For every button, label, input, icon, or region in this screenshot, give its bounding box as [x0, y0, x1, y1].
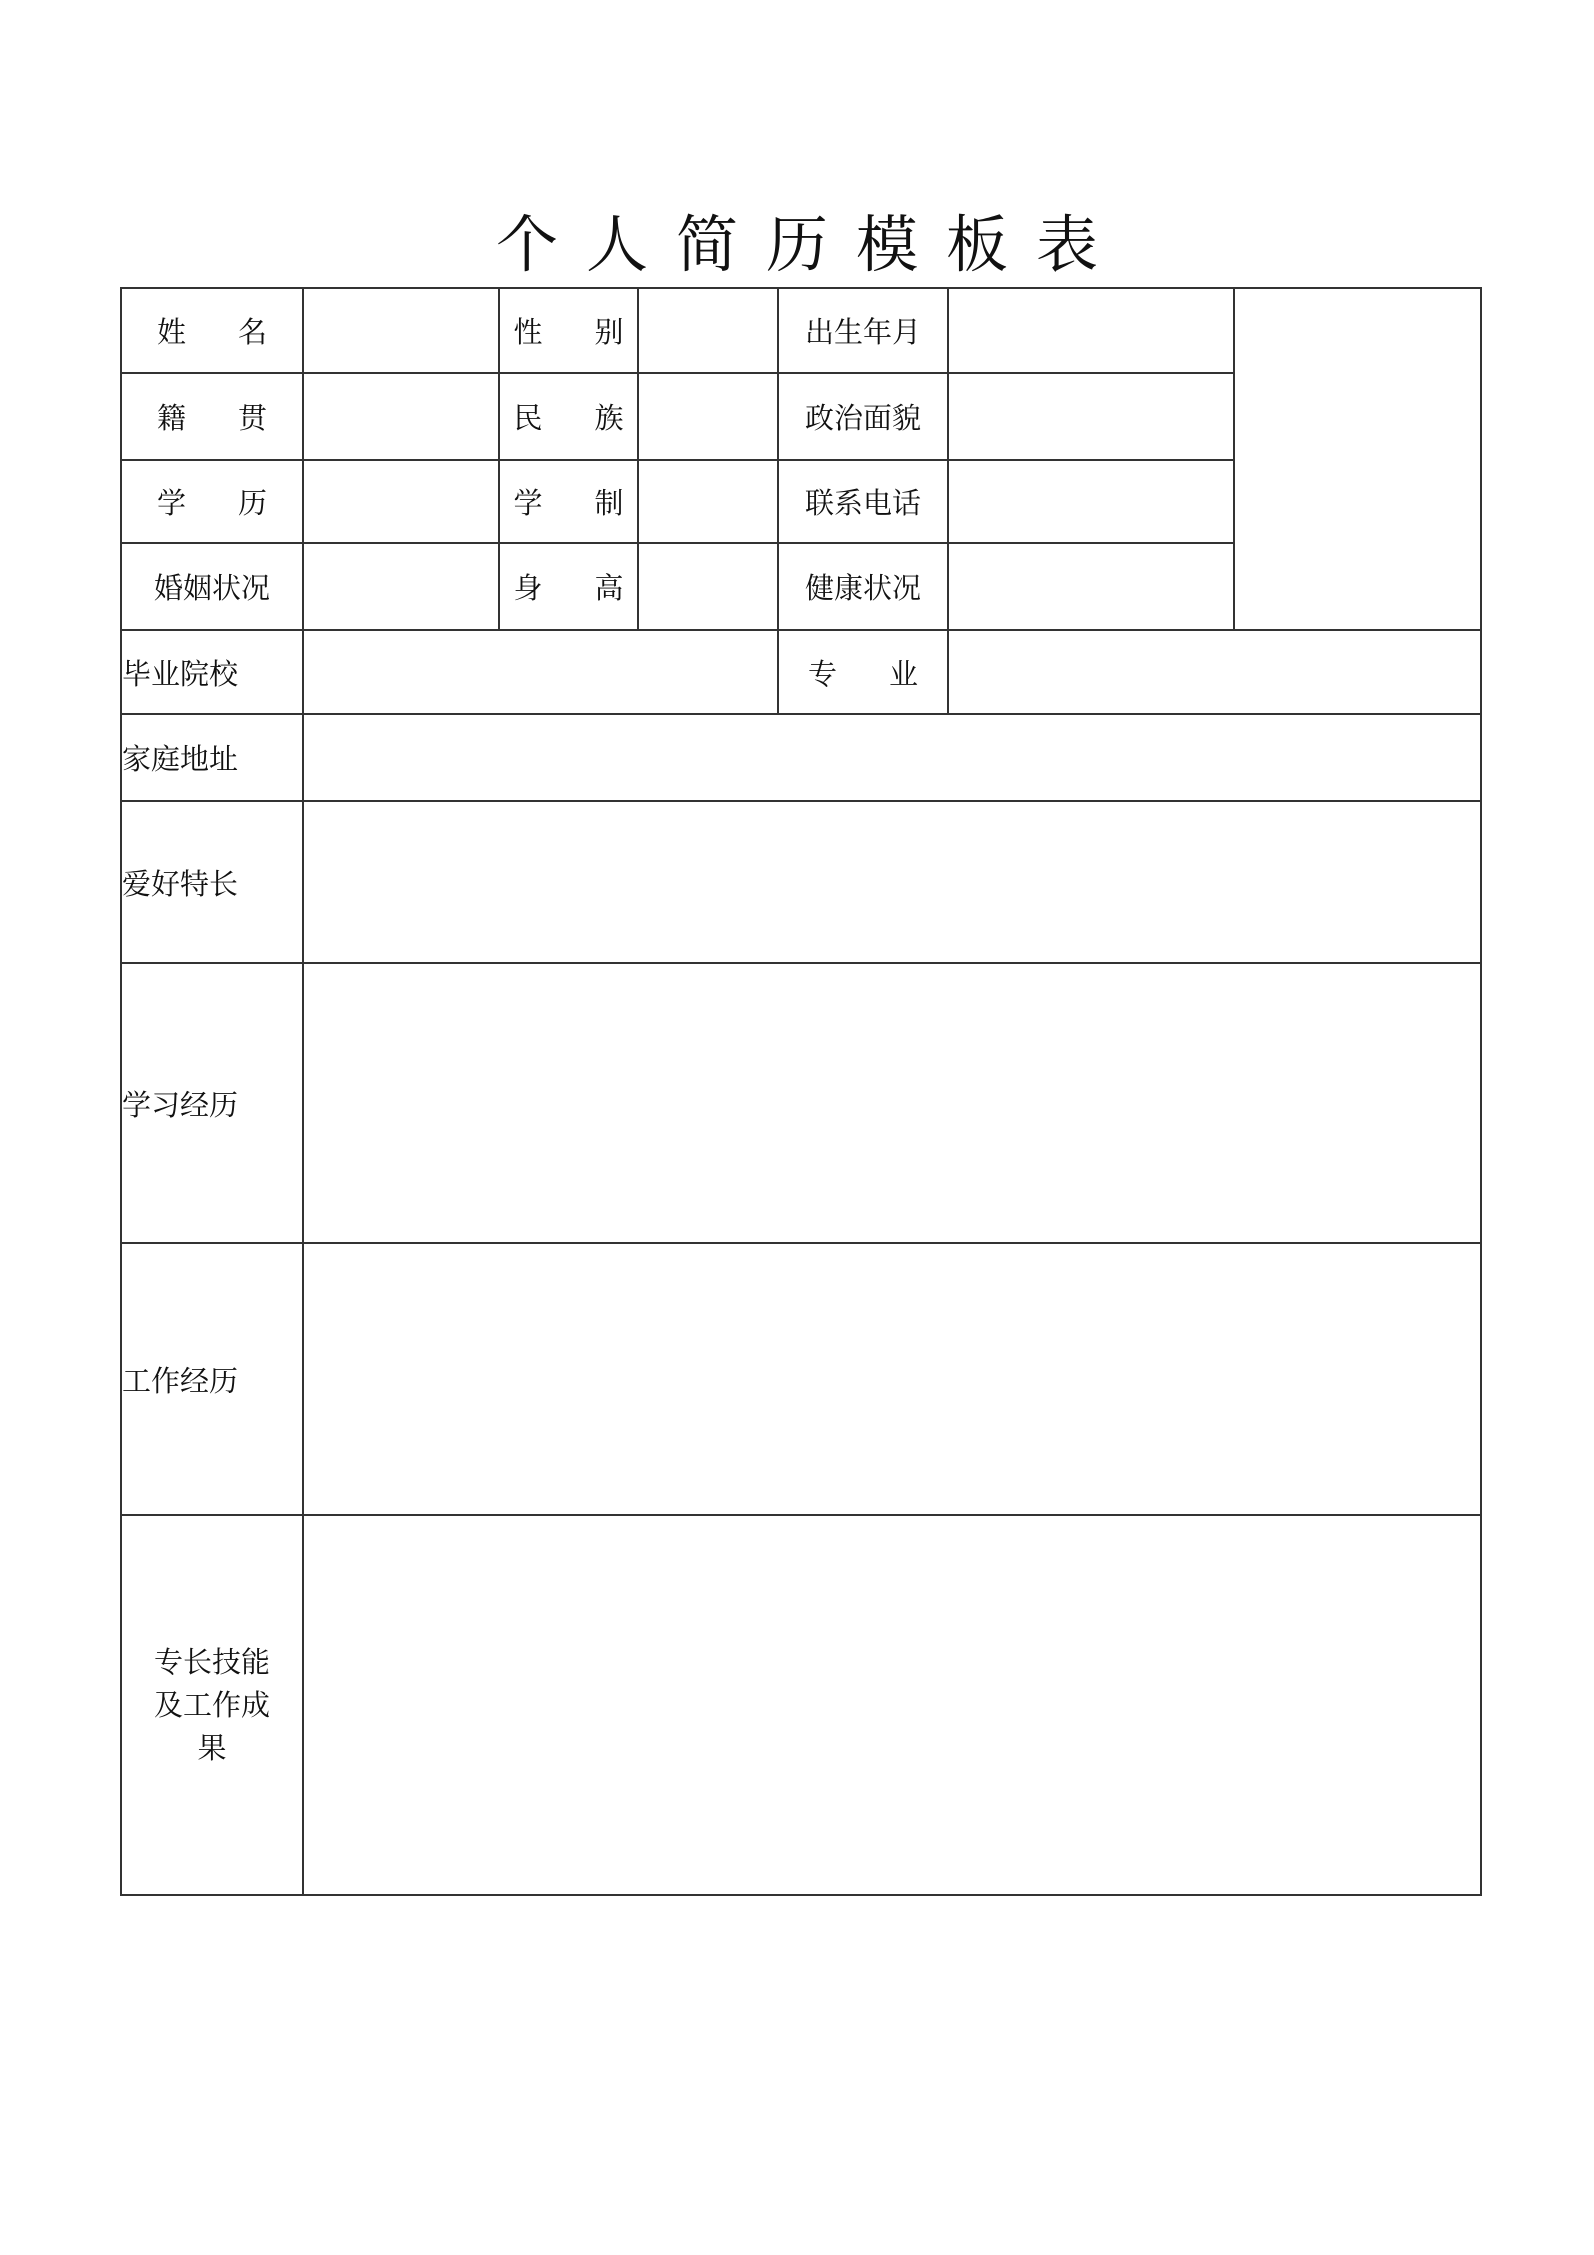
- label-ethnicity: 民 族: [499, 373, 638, 460]
- page-title: 个人简历模板表: [495, 208, 1126, 281]
- label-marital-status: 婚姻状况: [121, 543, 303, 630]
- height-field[interactable]: [638, 543, 778, 630]
- study-history-field[interactable]: [303, 963, 1481, 1243]
- label-school: 毕业院校: [121, 630, 303, 714]
- education-field[interactable]: [303, 460, 499, 543]
- label-political-status: 政治面貌: [778, 373, 948, 460]
- label-native-place: 籍 贯: [121, 373, 303, 460]
- phone-field[interactable]: [948, 460, 1234, 543]
- row-skills: [121, 1515, 1481, 1895]
- resume-table: [120, 287, 1482, 1896]
- label-hobbies: 爱好特长: [121, 801, 303, 963]
- work-history-field[interactable]: [303, 1243, 1481, 1515]
- row-school: [121, 630, 1481, 714]
- label-major: 专 业: [778, 630, 948, 714]
- health-field[interactable]: [948, 543, 1234, 630]
- name-field[interactable]: [303, 288, 499, 373]
- row-address: [121, 714, 1481, 801]
- label-name: 姓 名: [121, 288, 303, 373]
- label-education: 学 历: [121, 460, 303, 543]
- label-skills-line3: 果: [197, 1730, 227, 1765]
- label-height: 身 高: [499, 543, 638, 630]
- row-basic-1: [121, 288, 1481, 373]
- label-birth: 出生年月: [778, 288, 948, 373]
- school-field[interactable]: [303, 630, 778, 714]
- marital-status-field[interactable]: [303, 543, 499, 630]
- native-place-field[interactable]: [303, 373, 499, 460]
- study-length-field[interactable]: [638, 460, 778, 543]
- row-study-history: [121, 963, 1481, 1243]
- gender-field[interactable]: [638, 288, 778, 373]
- label-health: 健康状况: [778, 543, 948, 630]
- row-work-history: [121, 1243, 1481, 1515]
- row-hobbies: [121, 801, 1481, 963]
- ethnicity-field[interactable]: [638, 373, 778, 460]
- label-gender: 性 别: [499, 288, 638, 373]
- label-skills-line1: 专长技能: [153, 1644, 270, 1679]
- label-skills: [121, 1515, 303, 1895]
- label-work-history: 工作经历: [121, 1243, 303, 1515]
- photo-box[interactable]: [1234, 288, 1481, 630]
- hobbies-field[interactable]: [303, 801, 1481, 963]
- label-study-history: 学习经历: [121, 963, 303, 1243]
- label-address: 家庭地址: [121, 714, 303, 801]
- address-field[interactable]: [303, 714, 1481, 801]
- label-study-length: 学 制: [499, 460, 638, 543]
- birth-field[interactable]: [948, 288, 1234, 373]
- skills-field[interactable]: [303, 1515, 1481, 1895]
- label-skills-line2: 及工作成: [153, 1687, 270, 1722]
- major-field[interactable]: [948, 630, 1481, 714]
- political-status-field[interactable]: [948, 373, 1234, 460]
- label-phone: 联系电话: [778, 460, 948, 543]
